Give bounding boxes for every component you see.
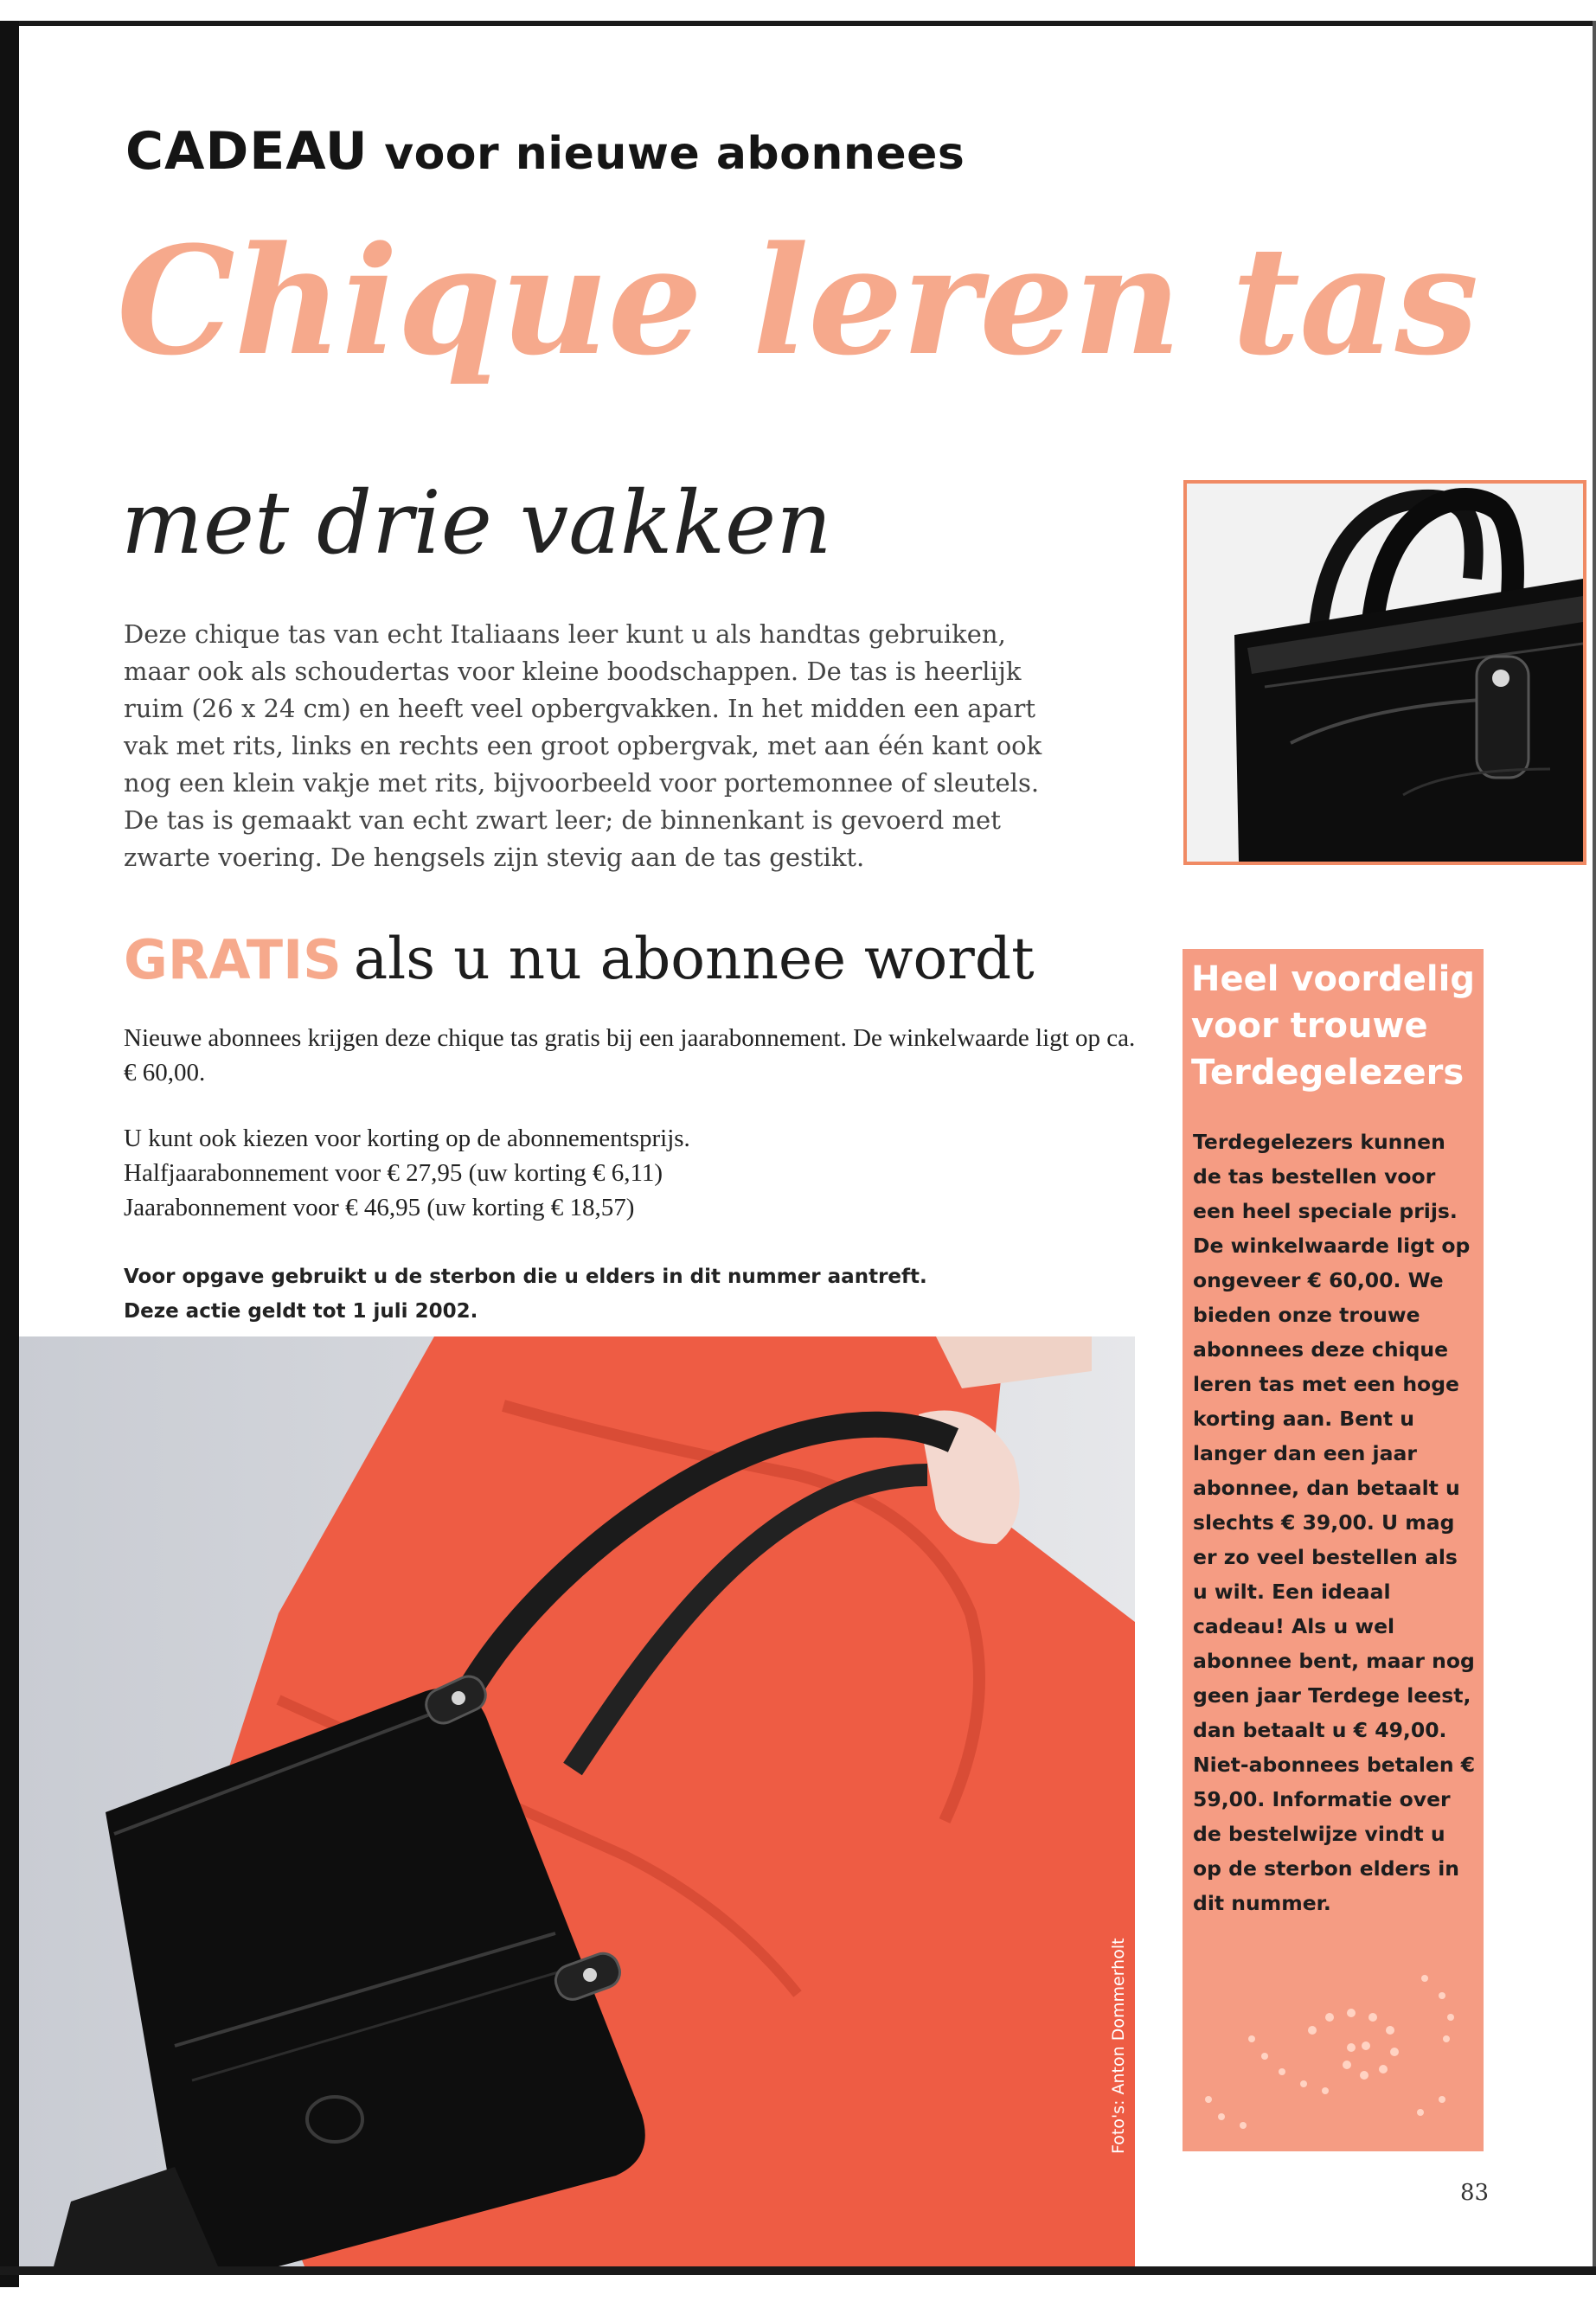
subheadline: met drie vakken bbox=[121, 472, 832, 574]
kicker-rest: voor nieuwe abonnees bbox=[384, 128, 965, 180]
sidebar-title: Heel voordelig voor trouwe Terdegelezers bbox=[1191, 959, 1475, 1093]
offer-paragraph: Nieuwe abonnees krijgen deze chique tas gratis bij een jaarabonnement. De winkelwaarde ligt op ca. € 60,00. bbox=[124, 1024, 1136, 1086]
discount-intro: U kunt ook kiezen voor korting op de abonnementsprijs. bbox=[124, 1125, 690, 1152]
model-with-bag-illustration bbox=[19, 1336, 1135, 2266]
bag-closeup-photo bbox=[1183, 480, 1586, 865]
kicker-strong: CADEAU bbox=[125, 121, 369, 182]
sidebar-box bbox=[1183, 949, 1484, 2151]
discount-block bbox=[124, 1121, 1144, 1225]
page-number: 83 bbox=[1460, 2180, 1490, 2206]
order-line-1: Voor opgave gebruikt u de sterbon die u elders in dit nummer aantreft. bbox=[124, 1266, 927, 1288]
intro-paragraph: Deze chique tas van echt Italiaans leer kunt u als handtas gebruiken, maar ook als schoudertas voor kleine boodschappen. De tas is heerlijk ruim (26 x 24 cm) en heeft veel opbergvakken. In het midden een apart vak met rits, links en rechts een groot opbergvak, met aan één kant ook nog een klein vakje met rits, bijvoorbeeld voor portemonnee of sleutels. De tas is gemaakt van echt zwart leer; de binnenkant is gevoerd met zwarte voering. De hengsels zijn stevig aan de tas gestikt. bbox=[124, 619, 1042, 872]
gratis-heading-rest: als u nu abonnee wordt bbox=[353, 926, 1035, 992]
kicker bbox=[125, 121, 965, 182]
sidebar-body: Terdegelezers kunnen de tas bestellen voor een heel speciale prijs. De winkelwaarde ligt op ongeveer € 60,00. We bieden onze trouwe abonnees deze chique leren tas met een hoge korting aan. Bent u langer dan een jaar abonnee, dan betaalt u slechts € 39,00. U mag er zo veel bestellen als u wilt. Een ideaal cadeau! Als u wel abonnee bent, maar nog geen jaar Terdege leest, dan betaalt u € 49,00. Niet-abonnees betalen € 59,00. Informatie over de bestelwijze vindt u op de sterbon elders in dit nummer. bbox=[1193, 1130, 1476, 1915]
gratis-highlight: GRATIS bbox=[124, 928, 342, 991]
page-border-bottom bbox=[0, 2266, 1596, 2275]
page-border-left bbox=[0, 21, 19, 2287]
decorative-dots-swirl bbox=[1183, 1926, 1484, 2151]
order-info bbox=[124, 1259, 1144, 1329]
headline: Chique leren tas bbox=[117, 213, 1478, 388]
photo-credit: Foto's: Anton Dommerholt bbox=[1109, 1938, 1128, 2154]
order-line-2: Deze actie geldt tot 1 juli 2002. bbox=[124, 1300, 478, 1323]
discount-half-year: Halfjaarabonnement voor € 27,95 (uw korting € 6,11) bbox=[124, 1159, 663, 1187]
page-border-top bbox=[0, 21, 1596, 26]
bag-closeup-illustration bbox=[1187, 484, 1583, 862]
model-with-bag-photo bbox=[19, 1336, 1135, 2266]
gratis-heading bbox=[124, 926, 1035, 992]
page-border-right bbox=[1593, 21, 1596, 2270]
discount-full-year: Jaarabonnement voor € 46,95 (uw korting € 18,57) bbox=[124, 1194, 635, 1221]
